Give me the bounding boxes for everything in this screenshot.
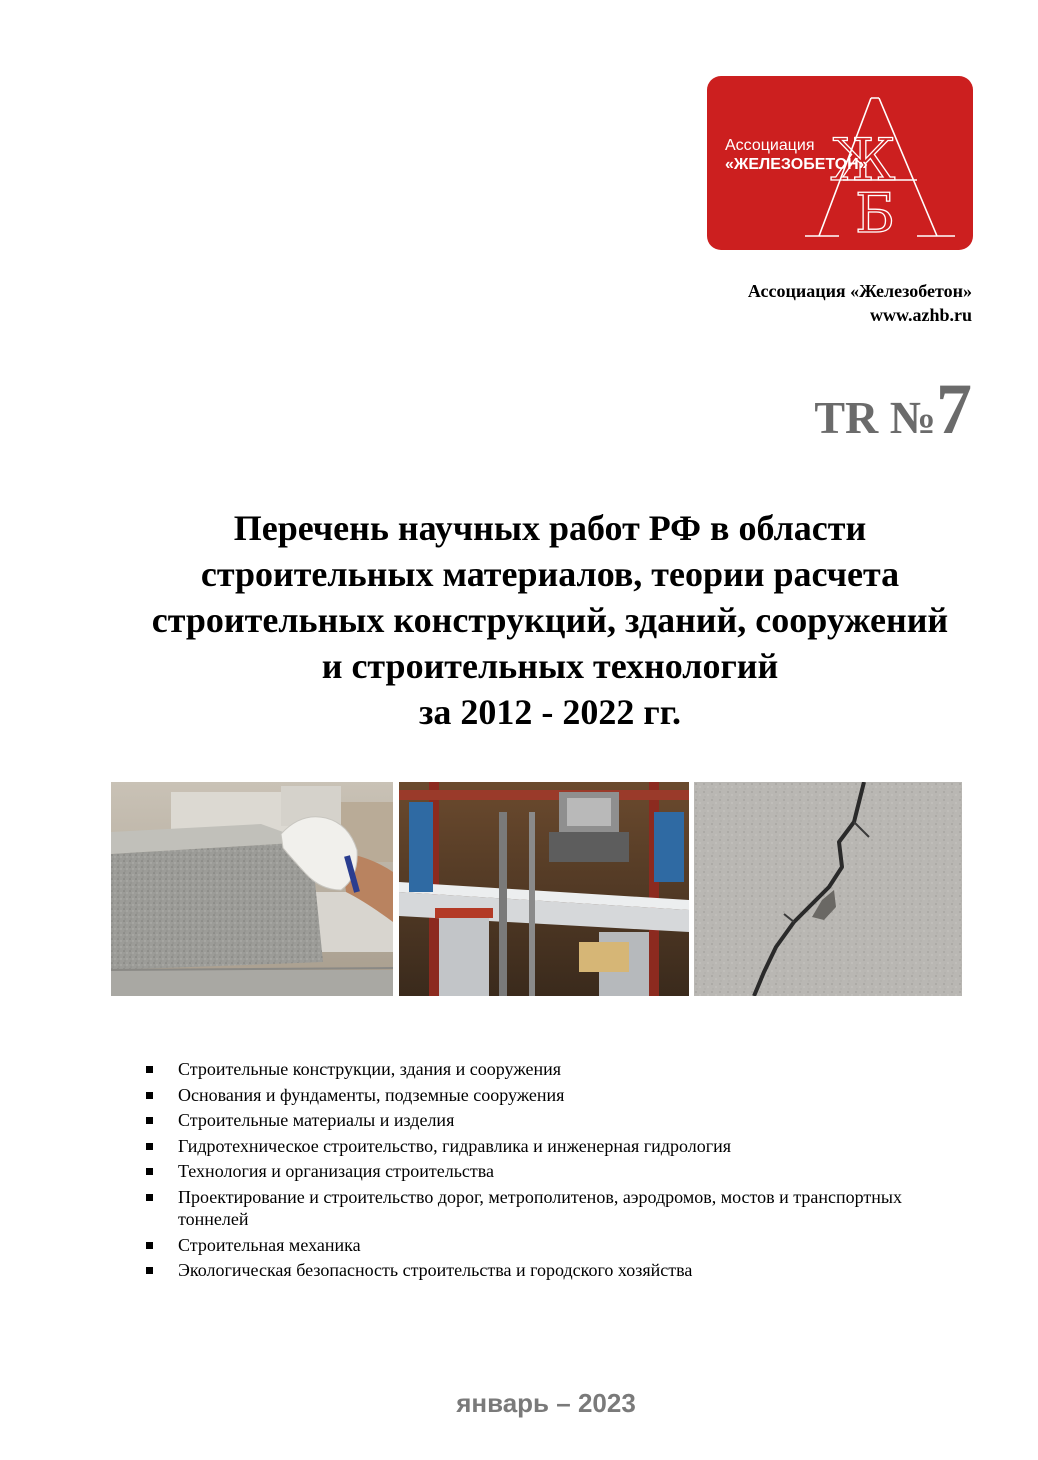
- title-line: Перечень научных работ РФ в области: [233, 508, 867, 548]
- association-info: [748, 279, 972, 327]
- association-logo: [707, 76, 973, 250]
- list-item: Технология и организация строительства: [146, 1160, 976, 1183]
- title-line: за 2012 - 2022 гг.: [418, 692, 682, 732]
- list-item: Строительные материалы и изделия: [146, 1109, 976, 1132]
- logo-letter-zh: Ж: [830, 126, 896, 194]
- azhb-monogram-icon: [799, 94, 959, 244]
- title-line: строительных конструкций, зданий, сооружений: [151, 600, 949, 640]
- list-item: Экологическая безопасность строительства и городского хозяйства: [146, 1259, 976, 1282]
- list-item: Гидротехническое строительство, гидравлика и инженерная гидрология: [146, 1135, 976, 1158]
- list-item: Проектирование и строительство дорог, метрополитенов, аэродромов, мостов и транспортных тоннелей: [146, 1186, 976, 1231]
- list-item: Строительные конструкции, здания и сооружения: [146, 1058, 976, 1081]
- list-item: Основания и фундаменты, подземные сооружения: [146, 1084, 976, 1107]
- logo-line-1: Ассоциация: [725, 137, 815, 154]
- logo-letter-b: Б: [855, 182, 895, 244]
- concrete-block-photo: [111, 782, 393, 996]
- report-number: [814, 368, 972, 451]
- association-name: Ассоциация «Железобетон»: [747, 281, 972, 301]
- report-prefix: TR №: [814, 392, 936, 443]
- beam-test-photo: [399, 782, 689, 996]
- title-line: строительных материалов, теории расчета: [200, 554, 900, 594]
- list-item: Строительная механика: [146, 1234, 976, 1257]
- report-number-value: 7: [936, 369, 972, 449]
- page-title: [60, 505, 1038, 735]
- concrete-crack-photo: [694, 782, 962, 996]
- logo-line-2: «ЖЕЛЕЗОБЕТОН»: [725, 156, 868, 173]
- logo-letter-a: А: [949, 114, 950, 115]
- publication-date: январь – 2023: [456, 1388, 636, 1418]
- topics-list: [146, 1058, 976, 1285]
- title-line: и строительных технологий: [321, 646, 779, 686]
- association-website[interactable]: www.azhb.ru: [869, 305, 972, 325]
